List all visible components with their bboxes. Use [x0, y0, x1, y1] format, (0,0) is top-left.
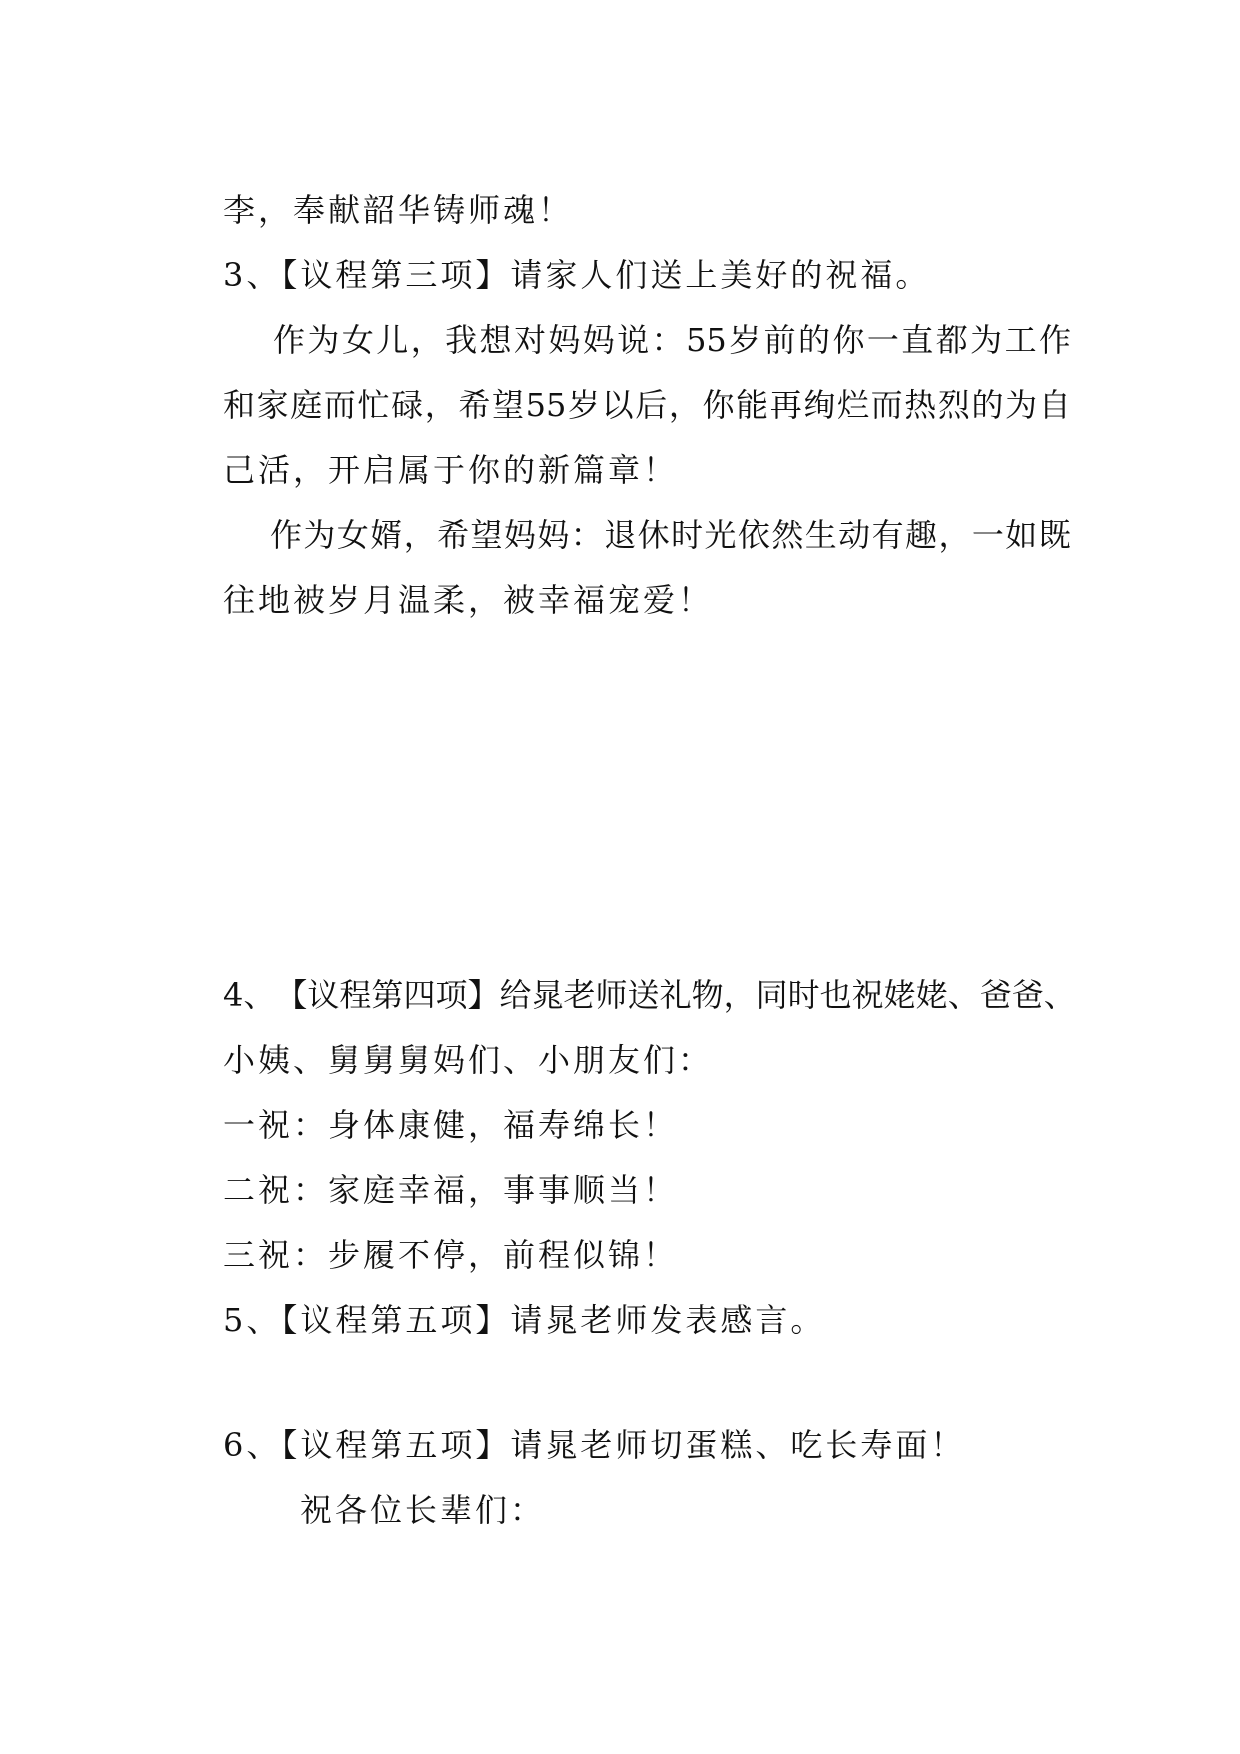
son-in-law-wish-line-1 [270, 515, 1071, 555]
glyph: 一 [971, 516, 1004, 554]
glyph: 而 [870, 386, 903, 424]
glyph: 直 [901, 321, 934, 359]
agenda-item-3: 3、【议程第三项】请家人们送上美好的祝福。 [223, 256, 931, 294]
daughter-wish-line-3: 己活，开启属于你的新篇章！ [223, 451, 679, 489]
glyph: 作 [273, 321, 306, 359]
glyph: 送 [627, 976, 660, 1014]
glyph: 程 [339, 976, 372, 1014]
glyph: ， [424, 386, 457, 424]
glyph: 的 [798, 321, 831, 359]
glyph: 4 [223, 976, 244, 1014]
glyph: 我 [445, 321, 478, 359]
glyph: 有 [871, 516, 904, 554]
glyph: 退 [604, 516, 637, 554]
glyph: 望 [470, 516, 503, 554]
toast-to-elders: 祝各位长辈们： [300, 1491, 546, 1529]
glyph: 女 [336, 516, 369, 554]
glyph: 妈 [582, 321, 615, 359]
glyph: 光 [704, 516, 737, 554]
glyph: 既 [1038, 516, 1071, 554]
glyph: 希 [437, 516, 470, 554]
glyph: 也 [819, 976, 852, 1014]
glyph: 为 [303, 516, 336, 554]
glyph: 、 [243, 976, 276, 1014]
son-in-law-wish-line-2: 往地被岁月温柔，被幸福宠爱！ [223, 581, 714, 619]
glyph: ， [938, 516, 971, 554]
glyph: 四 [403, 976, 436, 1014]
glyph: 想 [479, 321, 512, 359]
glyph: 为 [970, 321, 1003, 359]
glyph: 一 [866, 321, 899, 359]
glyph: 望 [492, 386, 525, 424]
glyph: ： [651, 321, 684, 359]
glyph: 晁 [531, 976, 564, 1014]
glyph: 休 [637, 516, 670, 554]
glyph: 作 [1038, 321, 1071, 359]
glyph: 岁 [567, 386, 600, 424]
glyph: 爸 [1011, 976, 1044, 1014]
glyph: ： [570, 516, 603, 554]
glyph: 议 [307, 976, 340, 1014]
glyph: 妈 [537, 516, 570, 554]
glyph: 然 [771, 516, 804, 554]
glyph: 工 [1004, 321, 1037, 359]
glyph: 女 [341, 321, 374, 359]
glyph: 项 [435, 976, 468, 1014]
glyph: 希 [458, 386, 491, 424]
glyph: 老 [563, 976, 596, 1014]
glyph: ， [410, 321, 443, 359]
blessing-1: 一祝：身体康健，福寿绵长！ [223, 1106, 679, 1144]
glyph: 生 [804, 516, 837, 554]
glyph: 依 [737, 516, 770, 554]
glyph: 为 [307, 321, 340, 359]
glyph: 师 [595, 976, 628, 1014]
glyph: ， [403, 516, 436, 554]
agenda-item-6: 6、【议程第五项】请晁老师切蛋糕、吃长寿面！ [223, 1426, 966, 1464]
glyph: 家 [256, 386, 289, 424]
agenda-item-4 [223, 975, 1076, 1015]
daughter-wish-line-2 [223, 385, 1071, 425]
glyph: 你 [702, 386, 735, 424]
glyph: 都 [935, 321, 968, 359]
glyph: 前 [763, 321, 796, 359]
glyph: 时 [787, 976, 820, 1014]
glyph: 礼 [659, 976, 692, 1014]
glyph: 动 [838, 516, 871, 554]
glyph: ， [668, 386, 701, 424]
glyph: 婿 [370, 516, 403, 554]
glyph: 妈 [548, 321, 581, 359]
glyph: 自 [1038, 386, 1071, 424]
glyph: 热 [904, 386, 937, 424]
glyph: 】 [467, 976, 500, 1014]
glyph: 的 [971, 386, 1004, 424]
glyph: 以 [601, 386, 634, 424]
glyph: 祝 [851, 976, 884, 1014]
glyph: 物 [691, 976, 724, 1014]
glyph: 、 [1043, 976, 1076, 1014]
glyph: ， [723, 976, 756, 1014]
daughter-wish-line-1 [273, 320, 1071, 360]
paragraph-line-closing: 李，奉献韶华铸师魂！ [223, 191, 574, 229]
glyph: 而 [323, 386, 356, 424]
glyph: 和 [223, 386, 256, 424]
agenda-item-4-continued: 小姨、舅舅舅妈们、小朋友们： [223, 1041, 714, 1079]
glyph: 55 [525, 386, 567, 424]
glyph: 姥 [883, 976, 916, 1014]
glyph: 、 [947, 976, 980, 1014]
blessing-3: 三祝：步履不停，前程似锦！ [223, 1236, 679, 1274]
glyph: 作 [270, 516, 303, 554]
blessing-2: 二祝：家庭幸福，事事顺当！ [223, 1171, 679, 1209]
glyph: 趣 [905, 516, 938, 554]
glyph: 姥 [915, 976, 948, 1014]
glyph: 后 [635, 386, 668, 424]
glyph: 为 [1005, 386, 1038, 424]
glyph: 同 [755, 976, 788, 1014]
glyph: 如 [1005, 516, 1038, 554]
glyph: 对 [513, 321, 546, 359]
glyph: 绚 [803, 386, 836, 424]
glyph: 妈 [503, 516, 536, 554]
glyph: 爸 [979, 976, 1012, 1014]
glyph: 儿 [376, 321, 409, 359]
agenda-item-5: 5、【议程第五项】请晁老师发表感言。 [223, 1301, 826, 1339]
glyph: 时 [671, 516, 704, 554]
glyph: 给 [499, 976, 532, 1014]
glyph: 再 [769, 386, 802, 424]
glyph: 第 [371, 976, 404, 1014]
glyph: 烈 [937, 386, 970, 424]
glyph: 55 [686, 321, 727, 359]
glyph: 【 [275, 976, 308, 1014]
glyph: 庭 [290, 386, 323, 424]
glyph: 碌 [391, 386, 424, 424]
glyph: 忙 [357, 386, 390, 424]
glyph: 说 [617, 321, 650, 359]
glyph: 你 [832, 321, 865, 359]
glyph: 能 [736, 386, 769, 424]
glyph: 岁 [729, 321, 762, 359]
glyph: 烂 [836, 386, 869, 424]
